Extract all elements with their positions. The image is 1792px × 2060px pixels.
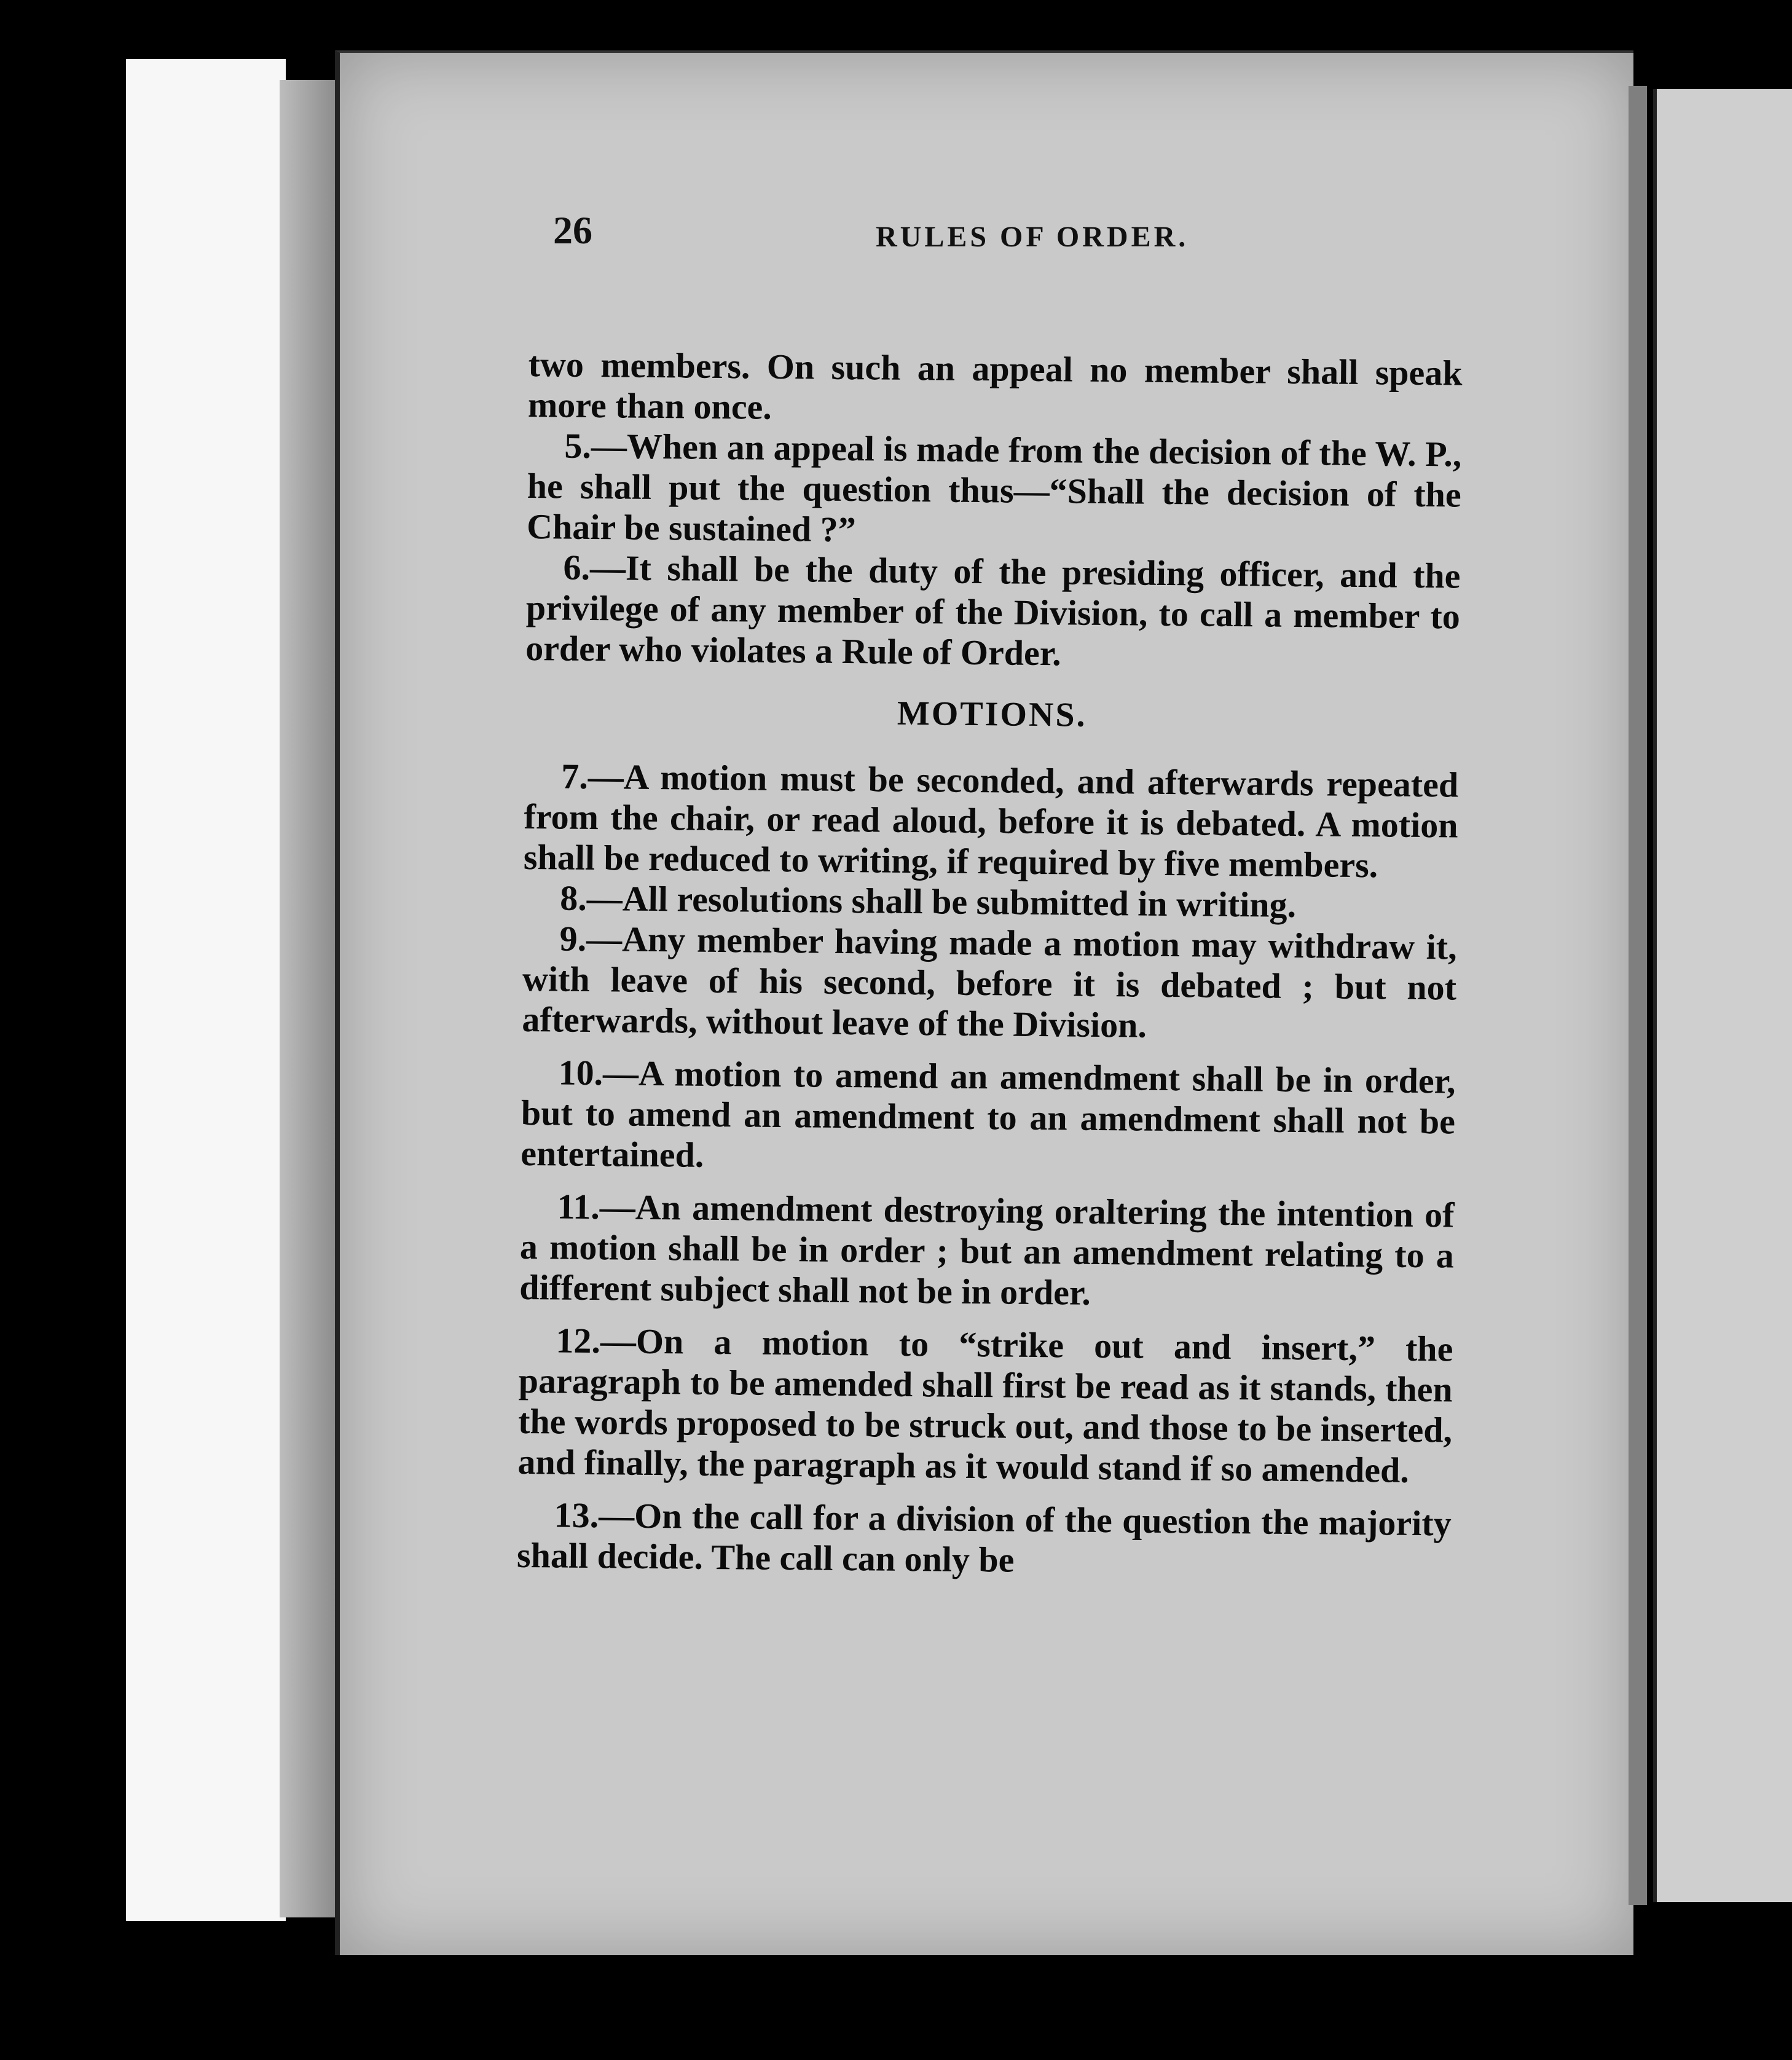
- page-edge: [1629, 86, 1647, 1905]
- paragraph-rule-12: 12.—On a motion to “strike out and insert,” the paragraph to be amended shall first be read as it stands, then the words proposed to be struck out, and those to be inserted, and finally, the paragraph as it would stand if so amended.: [517, 1320, 1453, 1490]
- paragraph-rule-9: 9.—Any member having made a motion may withdraw it, with leave of his second, before it is debated ; but not afterwards, without leave of the Division.: [522, 918, 1457, 1045]
- paragraph-rule-11: 11.—An amendment destroying oraltering the intention of a motion shall be in order ; but an amendment relating to a different subject shall not be in order.: [519, 1186, 1455, 1313]
- paragraph-rule-13: 13.—On the call for a division of the question the majority shall decide. The call can only be: [516, 1495, 1452, 1580]
- paragraph-rule-7: 7.—A motion must be seconded, and afterwards repeated from the chair, or read aloud, before it is debated. A motion shall be reduced to writing, if required by five members.: [523, 756, 1459, 886]
- section-heading-motions: MOTIONS.: [897, 694, 1087, 734]
- paragraph-rule-8: 8.—All resolutions shall be submitted in writing.: [560, 878, 1297, 926]
- left-margin: [126, 59, 286, 1921]
- page-shadow: [280, 80, 335, 1917]
- running-head: [553, 208, 1573, 275]
- paragraph-rule-10: 10.—A motion to amend an amendment shall be in order, but to amend an amendment to an amendment shall not be entertained.: [521, 1052, 1456, 1175]
- paragraph-rule-5: 5.—When an appeal is made from the decision of the W. P., he shall put the question thus—“Shall the decision of the Chair be sustained ?”: [526, 425, 1462, 550]
- paragraph-continued: two members. On such an appeal no member shall speak more than once.: [527, 344, 1463, 427]
- page-number: 26: [553, 208, 592, 252]
- running-head-title: RULES OF ORDER.: [876, 221, 1189, 253]
- facing-page: [1653, 89, 1792, 1902]
- body-text: [517, 344, 1463, 1584]
- paragraph-rule-6: 6.—It shall be the duty of the presiding officer, and the privilege of any member of the Division, to call a member to order who violates a Rule of Order.: [525, 547, 1461, 674]
